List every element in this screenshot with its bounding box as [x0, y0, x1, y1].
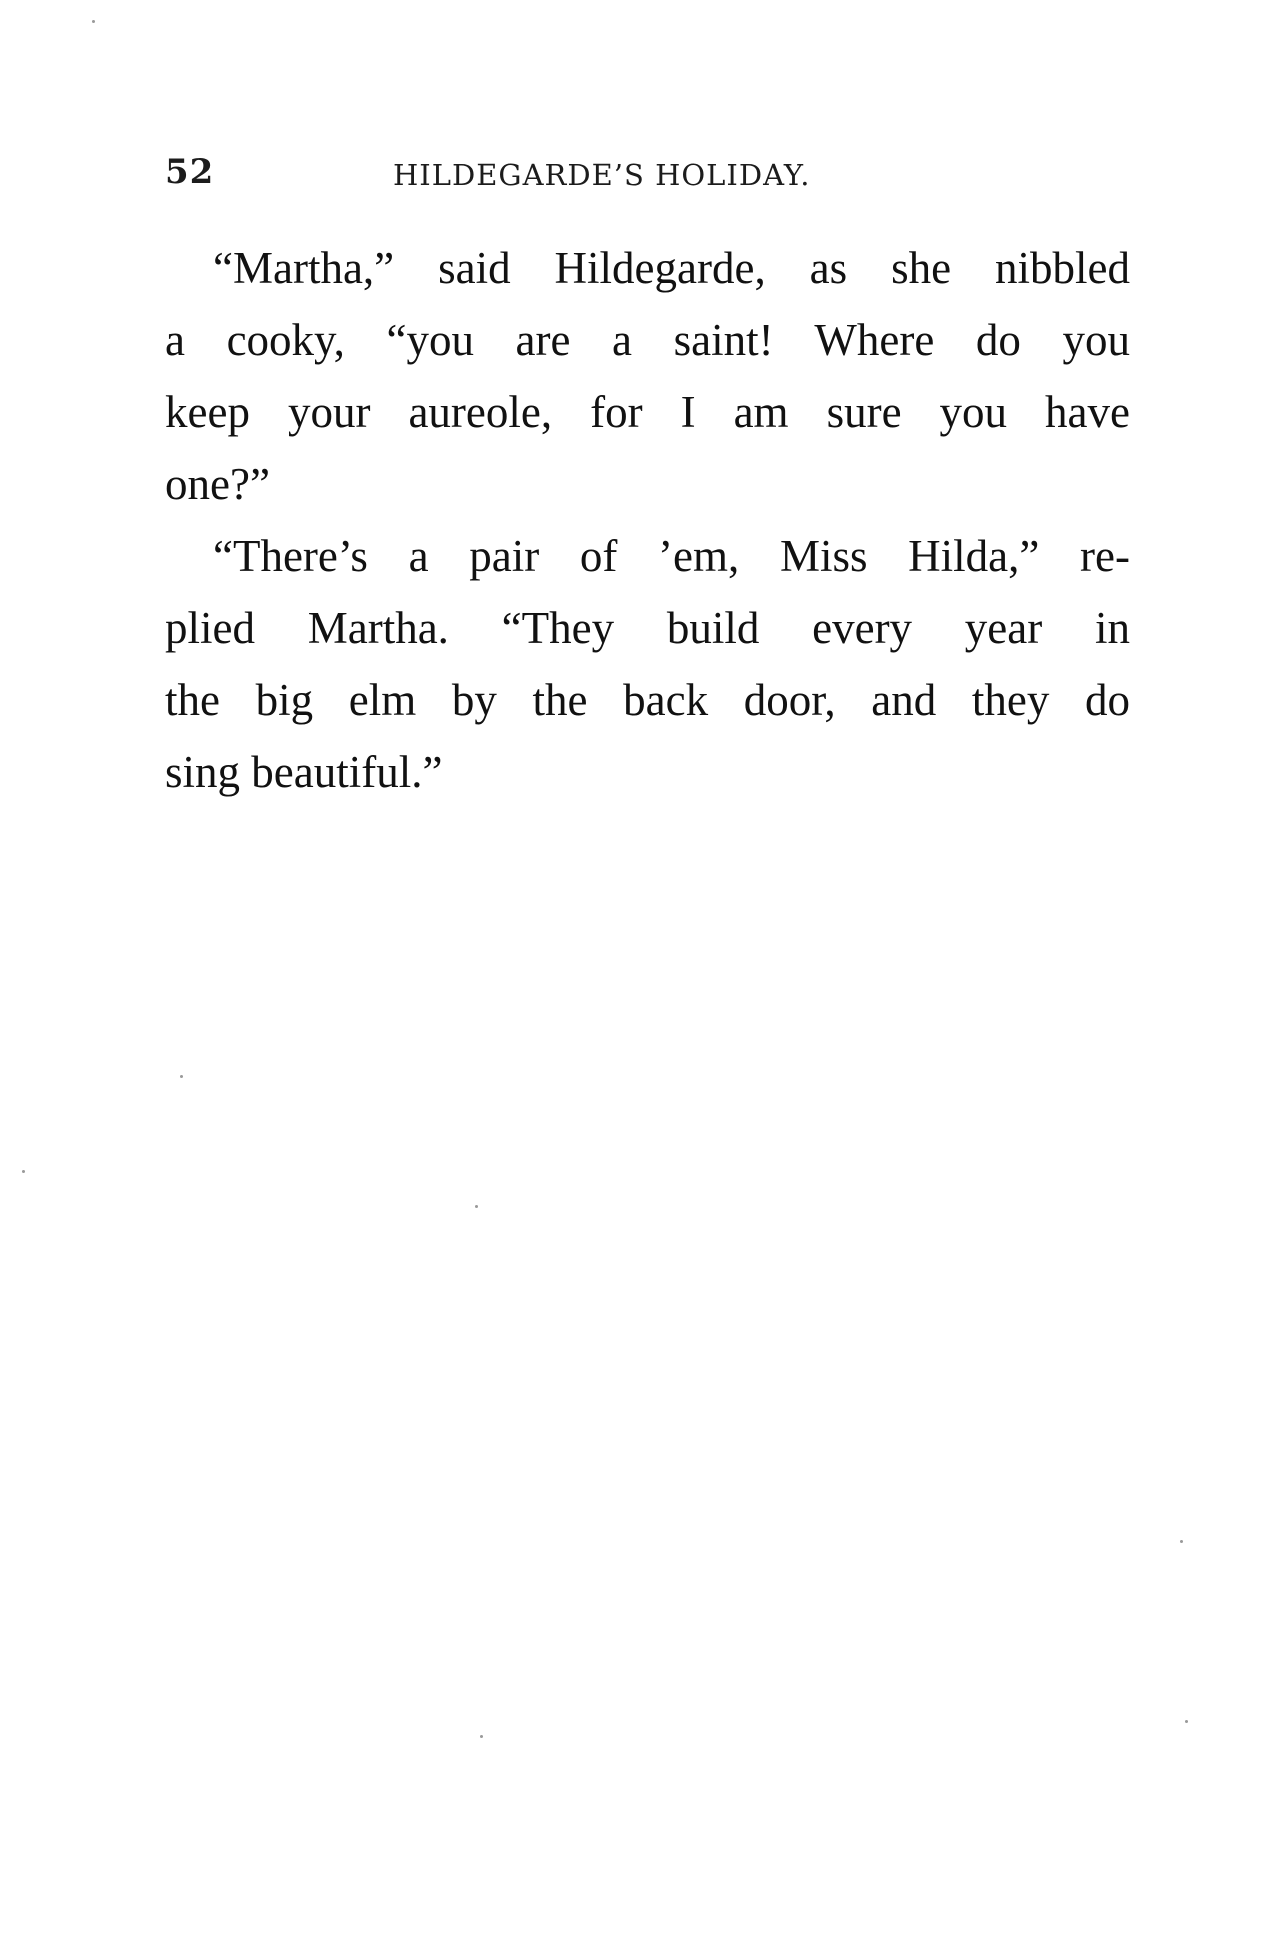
text-line: a cooky, “you are a saint! Where do you — [165, 315, 1130, 365]
scan-speck — [1185, 1720, 1188, 1723]
scan-speck — [1180, 1540, 1183, 1543]
page-number: 52 — [165, 152, 215, 192]
scan-speck — [92, 20, 95, 23]
text-line: sing beautiful.” — [165, 747, 443, 797]
running-title: HILDEGARDE’S HOLIDAY. — [393, 158, 811, 192]
text-line: “Martha,” said Hildegarde, as she nibbled — [213, 243, 1130, 293]
scan-speck — [480, 1735, 483, 1738]
paragraph — [165, 520, 1130, 808]
scan-speck — [180, 1075, 183, 1078]
body-text — [165, 232, 1130, 808]
scan-speck — [22, 1170, 25, 1173]
text-line: keep your aureole, for I am sure you have — [165, 387, 1130, 437]
text-line: the big elm by the back door, and they do — [165, 675, 1130, 725]
text-line: “There’s a pair of ’em, Miss Hilda,” re- — [213, 531, 1130, 581]
scan-speck — [475, 1205, 478, 1208]
text-line: plied Martha. “They build every year in — [165, 603, 1130, 653]
paragraph — [165, 232, 1130, 520]
page-header — [165, 152, 965, 202]
text-line: one?” — [165, 459, 270, 509]
